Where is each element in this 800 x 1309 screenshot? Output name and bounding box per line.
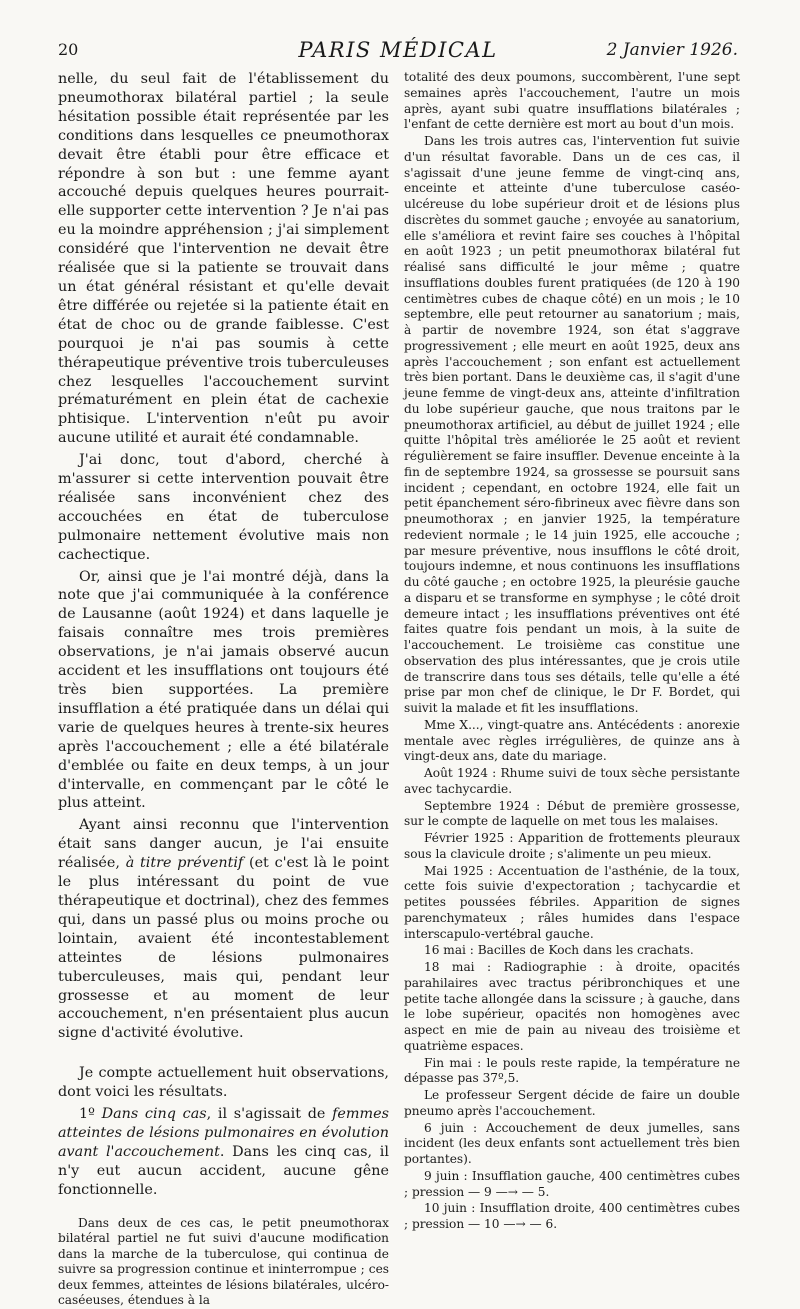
small-paragraph: Août 1924 : Rhume suivi de toux sèche persistante avec tachycardie. [404,766,740,796]
issue-date: 2 Janvier 1926. [606,40,738,60]
emphasis: à titre préventif [125,855,244,872]
small-paragraph: 16 mai : Bacilles de Koch dans les crachats. [424,943,694,958]
small-paragraph: 18 mai : Radiographie : à droite, opacités parahilaires avec tractus péribronchiques et une petite tache allongée dans la scissure ; à gauche, dans le lobe supérieur, opacités non homogènes avec aspect en mie de pain au niveau des troisième et quatrième espaces. [404,960,740,1053]
paragraph: nelle, du seul fait de l'établissement du pneumothorax bilatéral partiel ; la seule hésitation possible était représentée par les conditions dans lesquelles ce pneumothorax devait être établi pour être efficace et répondre à son but : une femme ayant accouché depuis quelques heures pourrait-elle supporter cette intervention ? Je n'ai pas eu la moindre appréhension ; j'ai simplement considéré que l'intervention ne devait être réalisée que si la patiente se trouvait dans un état général résistant et qu'elle devait être différée ou rejetée si la patiente était en état de choc ou de grande faiblesse. C'est pourquoi je n'ai pas soumis à cette thérapeutique préventive trois tuberculeuses chez lesquelles l'accouchement survint prématurément en plein état de cachexie phtisique. L'intervention n'eût pu avoir aucune utilité et aurait été condamnable. [58,71,389,447]
left-column [58,70,389,1309]
small-paragraph: totalité des deux poumons, succombèrent, l'une sept semaines après l'accouchement, l'autre un mois après, ayant subi quatre insufflations bilatérales ; l'enfant de cette dernière est mort au bout d'un mois. [404,70,740,132]
paragraph: J'ai donc, tout d'abord, cherché à m'assurer si cette intervention pouvait être réalisée sans inconvénient chez des accouchées en état de tuberculose pulmonaire nettement évolutive mais non cachectique. [58,452,389,563]
paragraph [58,816,389,1043]
small-paragraph: Février 1925 : Apparition de frottements pleuraux sous la clavicule droite ; s'alimente un peu mieux. [404,831,740,861]
text-run: 1º [79,1106,102,1123]
page-number: 20 [58,40,79,59]
paragraph [58,1105,389,1200]
small-paragraph: Mai 1925 : Accentuation de l'asthénie, de la toux, cette fois suivie d'expectoration ; tachycardie et petites poussées fébriles. Apparition de signes parenchymateux ; râles humides dans l'espace interscapulo-vertébral gauche. [404,863,740,941]
small-paragraph: Le professeur Sergent décide de faire un double pneumo après l'accouchement. [404,1088,740,1118]
text-run: . Dans les cinq cas, il n'y eut aucun accident, aucune gêne fonctionnelle. [58,1143,389,1198]
page-header [58,38,738,68]
paragraph: Je compte actuellement huit observations, dont voici les résultats. [58,1065,389,1101]
small-paragraph: Dans les trois autres cas, l'intervention fut suivie d'un résultat favorable. Dans un de ces cas, il s'agissait d'une jeune femme de vingt-cinq ans, enceinte et atteinte d'une tuberculose caséo-ulcéreuse du lobe supérieur droit et de lésions plus discrètes du sommet gauche ; envoyée au sanatorium, elle s'améliora et revint faire ses couches à l'hôpital en août 1923 ; un petit pneumothorax bilatéral fut réalisé sans difficulté le jour même ; quatre insufflations doubles furent pratiquées (de 120 à 190 centimètres cubes de chaque côté) en un mois ; le 10 septembre, elle peut retourner au sanatorium ; mais, à partir de novembre 1924, son état s'aggrave progressivement ; elle meurt en août 1925, deux ans après l'accouchement ; son enfant est actuellement très bien portant. Dans le deuxième cas, il s'agit d'une jeune femme de vingt-deux ans, atteinte d'infiltration du lobe supérieur gauche, que nous traitons par le pneumothorax artificiel, au début de juillet 1924 ; elle quitte l'hôpital très améliorée le 25 août et revient régulièrement se faire insuffler. Devenue enceinte à la fin de septembre 1924, sa grossesse se poursuit sans incident ; cependant, en octobre 1924, elle fait un petit épanchement séro-fibrineux avec fièvre dans son pneumothorax ; en janvier 1925, la température redevient normale ; le 14 juin 1925, elle accouche ; par mesure préventive, nous insufflons le côté droit, toujours indemne, et nous continuons les insufflations du côté gauche ; en octobre 1925, la pleurésie gauche a disparu et se transforme en symphyse ; le côté droit demeure intact ; les insufflations préventives ont été faites quatre fois pendant un mois, à la suite de l'accouchement. Le troisième cas constitue une observation des plus intéressantes, que je crois utile de transcrire dans tous ses détails, telle qu'elle a été prise par mon chef de clinique, le Dr F. Bordet, qui suivit la malade et fit les insufflations. [404,134,740,715]
paragraph: Or, ainsi que je l'ai montré déjà, dans la note que j'ai communiquée à la conférence de Lausanne (août 1924) et dans laquelle je faisais connaître mes trois premières observations, je n'ai jamais observé aucun accident et les insufflations ont toujours été très bien supportées. La première insufflation a été pratiquée dans un délai qui varie de quelques heures à trente-six heures après l'accouchement ; elle a été bilatérale d'emblée ou faite en deux temps, à un jour d'intervalle, en commençant par le côté le plus atteint. [58,568,389,812]
small-paragraph: 6 juin : Accouchement de deux jumelles, sans incident (les deux enfants sont actuellement très bien portantes). [404,1120,740,1166]
small-paragraph: 9 juin : Insufflation gauche, 400 centimètres cubes ; pression — 9 —→ — 5. [404,1168,740,1199]
text-run: Ayant ainsi reconnu que l'intervention était sans danger aucun, je l'ai ensuite réalisée, [58,817,389,872]
small-paragraph: Fin mai : le pouls reste rapide, la température ne dépasse pas 37º,5. [404,1055,740,1086]
text-run: (et c'est là le point le plus intéressant du point de vue thérapeutique et doctrinal), chez des femmes qui, dans un passé plus ou moins proche ou lointain, avaient été incontestablement atteintes de lésions pulmonaires tuberculeuses, mais qui, pendant leur grossesse et au moment de leur accouchement, n'en présentaient plus aucun signe d'activité évolutive. [58,855,390,1042]
small-paragraph: Dans deux de ces cas, le petit pneumothorax bilatéral partiel ne fut suivi d'aucune modification dans la marche de la tuberculose, qui continua de suivre sa progression continue et ininterrompue ; ces deux femmes, atteintes de lésions bilatérales, ulcéro-caséeuses, étendues à la [58,1215,389,1308]
small-paragraph: Septembre 1924 : Début de première grossesse, sur le compte de laquelle on met tous les malaises. [404,798,740,829]
text-run: , il s'agissait de [206,1106,333,1123]
small-paragraph: Mme X..., vingt-quatre ans. Antécédents : anorexie mentale avec règles irrégulières, de quinze ans à vingt-deux ans, date du mariage. [404,717,740,764]
emphasis: Dans cinq cas [101,1106,207,1123]
journal-title: PARIS MÉDICAL [298,38,498,62]
small-paragraph: 10 juin : Insufflation droite, 400 centimètres cubes ; pression — 10 —→ — 6. [404,1201,740,1231]
emphasis: femmes atteintes de lésions pulmonaires en évolution avant l'accouchement [58,1106,389,1160]
right-column [404,70,740,1233]
